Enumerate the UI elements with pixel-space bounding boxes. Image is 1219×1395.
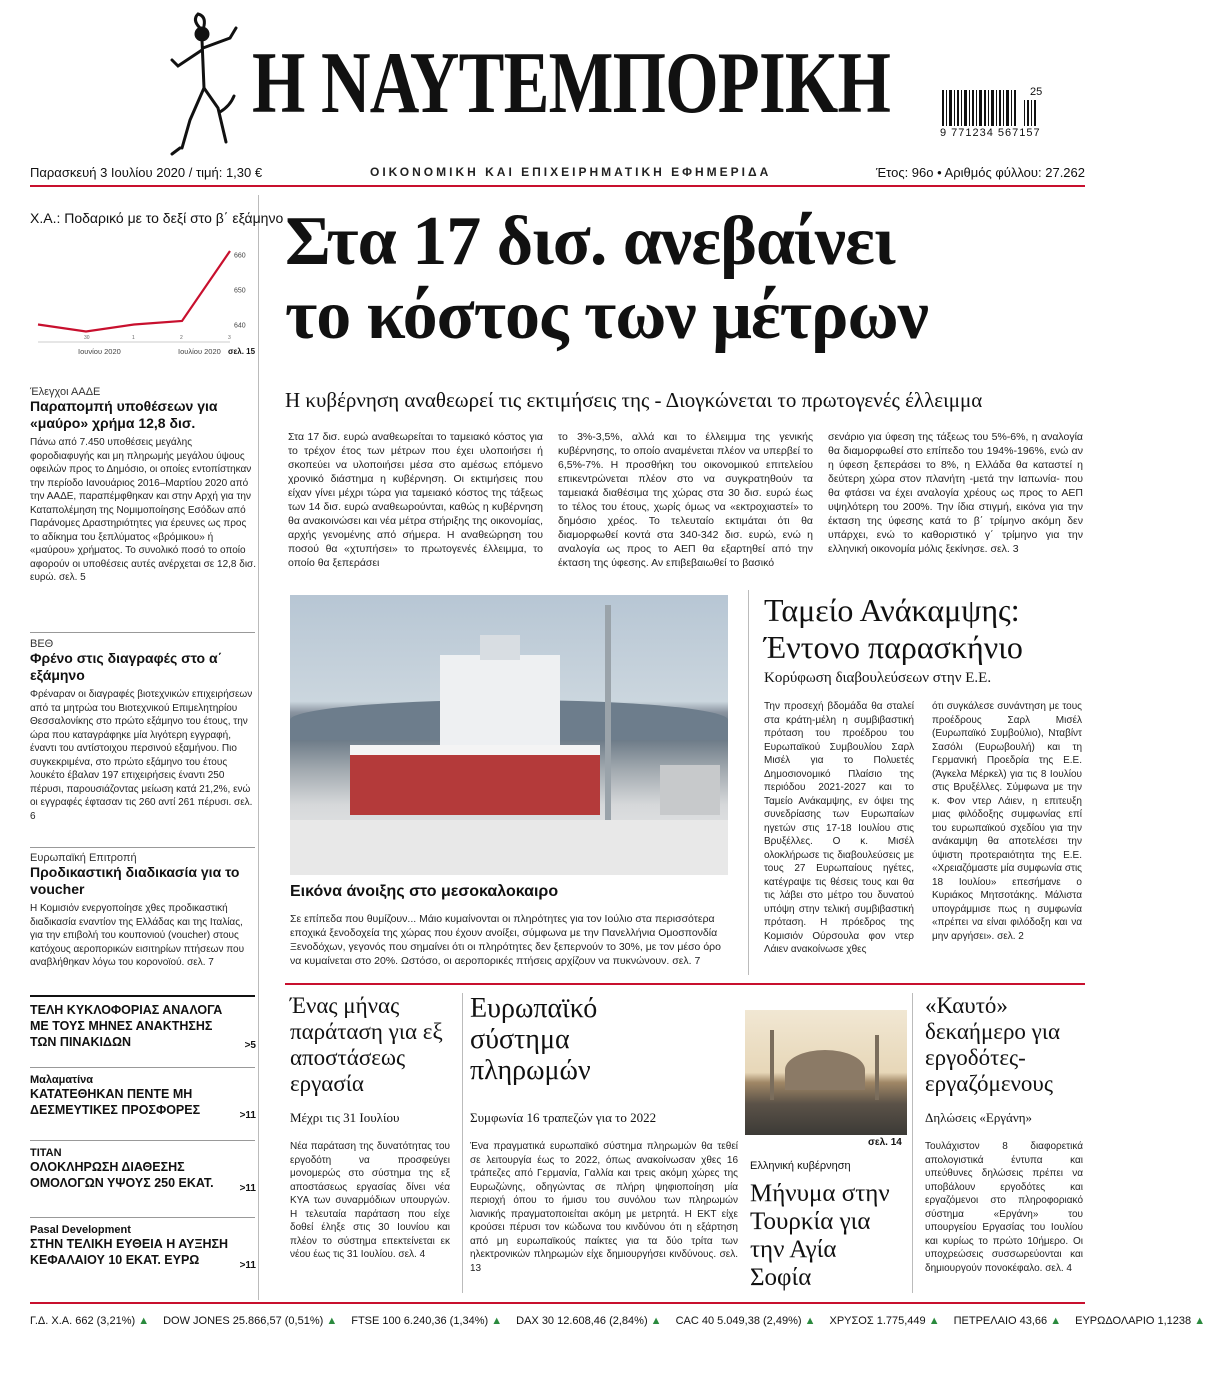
up-arrow-icon: ▲ (326, 1315, 338, 1327)
section-label: Ευρωπαϊκή Επιτροπή (30, 852, 137, 864)
ticker-item: FTSE 100 6.240,36 (1,34%) ▲ (351, 1315, 503, 1327)
ergani-subheadline: Δηλώσεις «Εργάνη» (925, 1110, 1033, 1125)
chart-title: Χ.Α.: Ποδαρικό με το δεξί στο β΄ εξάμηνο (30, 210, 284, 226)
y-tick-label: 660 (234, 252, 246, 260)
up-arrow-icon: ▲ (928, 1315, 940, 1327)
up-arrow-icon: ▲ (1194, 1315, 1206, 1327)
up-arrow-icon: ▲ (1050, 1315, 1062, 1327)
lead-headline-line2: το κόστος των μέτρων (285, 277, 928, 354)
divider (30, 995, 255, 997)
remote-work-headline[interactable]: Ένας μήνας παράταση για εξ αποστάσεως εργασία (290, 993, 443, 1096)
hagia-sophia-photo (745, 1010, 907, 1135)
fund-headline-line2: Έντονο παρασκήνιο (764, 629, 1023, 665)
divider (30, 1217, 255, 1218)
ticker-item: CAC 40 5.049,38 (2,49%) ▲ (675, 1315, 816, 1327)
divider (30, 632, 255, 633)
brief-text: ΤΕΛΗ ΚΥΚΛΟΦΟΡΙΑΣ ΑΝΑΛΟΓΑ ΜΕ ΤΟΥΣ ΜΗΝΕΣ ΑΝΑΚΤΗΣΗΣ ΤΩΝ ΠΙΝΑΚΙΔΩΝ (30, 1003, 223, 1049)
up-arrow-icon: ▲ (804, 1315, 816, 1327)
date-price: Παρασκευή 3 Ιουλίου 2020 / τιμή: 1,30 € (30, 165, 263, 180)
brief-label: ΤΙΤΑΝ (30, 1147, 62, 1159)
brief-text: ΣΤΗΝ ΤΕΛΙΚΗ ΕΥΘΕΙΑ Η ΑΥΞΗΣΗ ΚΕΦΑΛΑΙΟΥ 10 ΕΚΑΤ. ΕΥΡΩ (30, 1237, 229, 1267)
fund-column-1: Την προσεχή βδομάδα θα σταλεί στα κράτη-μέλη η συμβιβαστική πρόταση του προέδρου του Ευρωπαϊκού Συμβουλίου Σαρλ Μισέλ για το Πολυετές Δημοσιονομικό Πλαίσιο της περιόδου 2021-2027 και το Ταμείο Ανάκαμψης, εν όψει της συνεδρίασης των Ευρωπαίων ηγετών στις 17-18 Ιουλίου στις Βρυξέλλες. Ο κ. Μισέλ ολοκλήρωσε τις διαβουλεύσεις με τους 27 Ευρωπαίους ηγέτες, κατέγραψε τις θέσεις τους και θα τις λάβει στο μέτρο του δυνατού υπόψη στην τελική συμβιβαστική πρόταση. Η πρόεδρος της Κομισιόν Ούρσουλα φον ντερ Λάιεν ανακοίνωσε χθες (764, 701, 914, 955)
brief-ref: >5 (244, 1040, 256, 1051)
story-body: Πάνω από 7.450 υποθέσεις μεγάλης φοροδιαφυγής και μη πληρωμής μεγάλου ύψους οφειλών προς το Δημόσιο, οι οποίες εντοπίστηκαν την περίοδο Ιανουάριος 2016–Μαρτίου 2020 από την ΑΑΔΕ, παραπέμφθηκαν και στην Αρχή για την Καταπολέμηση της Νομιμοποίησης Εσόδων από Παράνομες Δραστηριότητες για έρευνες ως προς το αδίκημα του ξεπλύματος «βρόμικου» ή «μαύρου» χρήματος. Το συνολικό ποσό το οποίο αφορούν οι υποθέσεις αυτές ανέρχεται σε 12,8 δισ. ευρώ. σελ. 5 (30, 437, 257, 583)
tagline: ΟΙΚΟΝΟΜΙΚΗ ΚΑΙ ΕΠΙΧΕΙΡΗΜΑΤΙΚΗ ΕΦΗΜΕΡΙΔΑ (370, 165, 772, 179)
lead-headline[interactable] (285, 205, 1085, 353)
remote-work-body: Νέα παράταση της δυνατότητας του εργοδότη να προσφεύγει μονομερώς στο σύστημα της εξ αποστάσεως εργασίας δίνει νέα ΚΥΑ των συναρμόδιων υπουργών. Η τελευταία παράταση που είχε δοθεί έληξε στις 30 Ιουνίου και πλέον το σύστημα επεκτείνεται εκ νέου έως τις 31 Ιουλίου. σελ. 4 (290, 1141, 450, 1260)
series-line (38, 251, 230, 332)
ticker-rule (30, 1302, 1085, 1304)
x-tick-label: Ιουνίου 2020 (78, 347, 121, 356)
story-headline[interactable]: Παραπομπή υποθέσεων για «μαύρο» χρήμα 12,8 δισ. (30, 398, 218, 431)
column-divider (748, 590, 749, 975)
brief-ref: >11 (239, 1260, 256, 1271)
brief-text: ΟΛΟΚΛΗΡΩΣΗ ΔΙΑΘΕΣΗΣ ΟΜΟΛΟΓΩΝ ΥΨΟΥΣ 250 ΕΚΑΤ. (30, 1160, 214, 1190)
divider (30, 847, 255, 848)
story-body: Η Κομισιόν ενεργοποίησε χθες προδικαστική διαδικασία εναντίον της Ελλάδας και της Ιταλίας, για την επιβολή του κουπονιού (voucher) στους κατόχους αεροπορικών εισιτηρίων πτήσεων που αναβλήθηκαν λόγω του κορονοϊού. σελ. 7 (30, 903, 245, 968)
ticker-item: DOW JONES 25.866,57 (0,51%) ▲ (163, 1315, 338, 1327)
ticker-item: ΠΕΤΡΕΛΑΙΟ 43,66 ▲ (953, 1315, 1062, 1327)
fund-headline[interactable] (764, 592, 1023, 666)
story-headline[interactable]: Φρένο στις διαγραφές στο α΄ εξάμηνο (30, 650, 223, 683)
hagia-ref: σελ. 14 (868, 1137, 902, 1148)
brief-text: ΚΑΤΑΤΕΘΗΚΑΝ ΠΕΝΤΕ ΜΗ ΔΕΣΜΕΥΤΙΚΕΣ ΠΡΟΣΦΟΡΕΣ (30, 1087, 201, 1117)
fund-subheadline: Κορύφωση διαβουλεύσεων στην Ε.Ε. (764, 670, 992, 686)
ergani-headline[interactable]: «Καυτό» δεκαήμερο για εργοδότες-εργαζόμενους (925, 993, 1061, 1096)
payments-headline[interactable]: Ευρωπαϊκό σύστημα πληρωμών (470, 993, 598, 1086)
section-label: ΒΕΘ (30, 638, 54, 650)
hagia-label: Ελληνική κυβέρνηση (750, 1160, 851, 1172)
remote-work-subheadline: Μέχρι τις 31 Ιουλίου (290, 1110, 400, 1125)
ergani-body: Τουλάχιστον 8 διαφορετικά απολογιστικά έντυπα και υπεύθυνες δηλώσεις πρέπει να υποβάλουν εργοδότες και εργαζόμενοι στο πληροφοριακό σύστημα «Εργάνη» του υπουργείου Εργασίας του Ιουλίου και κυρίως το πρώτο 10ήμερο. Οι υποχρεώσεις συσσωρεύονται και δημιουργούν πονοκέφαλο. σελ. 4 (925, 1141, 1083, 1274)
column-divider (912, 993, 913, 1293)
barcode-digits: 9 771234 567157 (940, 127, 1041, 139)
story-headline[interactable]: Προδικαστική διαδικασία για το voucher (30, 864, 240, 897)
newspaper-title: Η ΝΑΥΤΕΜΠΟΡΙΚΗ (252, 35, 891, 132)
barcode (940, 90, 1040, 130)
section-label: Έλεγχοι ΑΑΔΕ (30, 386, 101, 398)
story-body: Φρέναραν οι διαγραφές βιοτεχνικών επιχειρήσεων από τα μητρώα του Βιοτεχνικού Επιμελητηρίου Θεσσαλονίκης στο πρώτο εξάμηνο του έτους, την ώρα που καταγράφηκε μία λιγότερη εγγραφή, έναντι του αντίστοιχου περσινού εξαμήνου. Πιο συγκεκριμένα, στο πρώτο εξάμηνο του έτους λουκέτο έβαλαν 197 επιχειρήσεις έναντι 250 πέρυσι, παρουσιάζοντας μείωση κατά 21,2%, ενώ οι εγγραφές έφτασαν τις 260 αντί 261 πέρυσι. σελ. 6 (30, 689, 253, 822)
ferry-photo (290, 595, 728, 875)
hagia-headline[interactable]: Μήνυμα στην Τουρκία για την Αγία Σοφία (750, 1180, 890, 1291)
hermes-logo (160, 8, 240, 158)
up-arrow-icon: ▲ (650, 1315, 662, 1327)
brief-item[interactable] (30, 1002, 258, 1050)
divider (30, 1067, 255, 1068)
ticker-item: Γ.Δ. Χ.Α. 662 (3,21%) ▲ (30, 1315, 150, 1327)
brief-label: Μαλαματίνα (30, 1074, 94, 1086)
ticker-item: ΕΥΡΩΔΟΛΑΡΙΟ 1,1238 ▲ (1075, 1315, 1206, 1327)
x-tick-num: 3 (228, 335, 231, 341)
x-tick-num: 1 (132, 335, 135, 341)
brief-item[interactable] (30, 1074, 258, 1121)
lead-column-1: Στα 17 δισ. ευρώ αναθεωρείται το ταμειακό κόστος για το τρέχον έτος των μέτρων που έχει υλοποιήσει ή σκοπεύει να υλοποιήσει μέσα στο αμέσως επόμενο χρονικό διάστημα η κυβέρνηση. Οι εκτιμήσεις που είχαν γίνει μέχρι τώρα για ταμειακό κόστος της τάξεως των 14 δισ. ευρώ αναθεωρούνται, καθώς η κυβέρνηση θα ανακοινώσει και νέα μέτρα στήριξης της οικονομίας, αρχής γενομένης από σήμερα. Η αναθεώρηση του ποσού θα «χτυπήσει» το πρωτογενές έλλειμμα, το οποίο θα ξεπεράσει (288, 431, 543, 569)
payments-subheadline: Συμφωνία 16 τραπεζών για το 2022 (470, 1110, 657, 1125)
x-tick-label: Ιουλίου 2020 (178, 347, 221, 356)
lead-column-3: σενάριο για ύφεση της τάξεως του 5%-6%, η αναλογία θα διαμορφωθεί στο επίπεδο του 194%-196%, ενώ αν η ύφεση ξεπεράσει το 8%, η Ελλάδα θα καταστεί η δεύτερη χώρα στον πλανήτη -μετά την Ιαπωνία- που θα φτάσει να έχει αναλογία χρέους ως προς το ΑΕΠ υψηλότερη του 200%. Την ίδια στιγμή, εικόνα για την έκταση της ύφεσης κατά το β΄ τρίμηνο ακόμη δεν υπάρχει, ενώ το καθοριστικό γ΄ τρίμηνο για την ελληνική οικονομία μόλις ξεκίνησε. σελ. 3 (828, 431, 1083, 555)
photo-headline[interactable]: Εικόνα άνοιξης στο μεσοκαλοκαιρο (290, 883, 559, 900)
lead-column-2: το 3%-3,5%, αλλά και το έλλειμμα της γενικής κυβέρνησης, το οποίο αναμένεται πλέον να υπερβεί το 6,5%-7%. Η προσθήκη του οικονομικού επιτελείου επικεντρώνεται πλέον στο να συγκρατηθούν τα ταμειακά διαθέσιμα της χώρας στα 30 δισ. ευρώ έως το τέλος του έτους, χωρίς όμως να «εκτροχιαστεί» το δημόσιο χρέος. Το τελευταίο εκτιμάται ότι θα διαμορφωθεί κοντά στα 340-342 δισ. ευρώ, ενώ η αναλογία ως προς το ΑΕΠ θα εξαρτηθεί από την έκταση της ύφεσης. Αν επιβεβαιωθεί το βασικό (558, 431, 813, 569)
market-chart (30, 232, 255, 362)
x-tick-num: 2 (180, 335, 183, 341)
left-story-commission (30, 852, 258, 970)
payments-body: Ένα πραγματικά ευρωπαϊκό σύστημα πληρωμών θα τεθεί σε λειτουργία έως το 2022, όπως ανακοίνωσαν χθες 16 τράπεζες από Γερμανία, Γαλλία και τρεις ακόμη χώρες της Ευρωζώνης, οδηγώντας σε πλήρη ψηφιοποίηση μία περιοχή όπου το ήμισυ του συνόλου των πληρωμών λιανικής πραγματοποιείται ακόμη με μετρητά. Η ΕΚΤ είχε κρούσει πέρυσι τον κώδωνα του κινδύνου ότι η εξάρτηση από μη ευρωπαϊκούς παίκτες για τα δύο τρίτα των ηλεκτρονικών πληρωμών είχε δημιουργήσει κινδύνους. σελ. 13 (470, 1141, 738, 1274)
chart-ref: σελ. 15 (228, 347, 256, 356)
divider (30, 1140, 255, 1141)
x-tick-num: 30 (84, 335, 90, 341)
lead-subheadline: Η κυβέρνηση αναθεωρεί τις εκτιμήσεις της - Διογκώνεται το πρωτογενές έλλειμμα (285, 388, 983, 412)
brief-ref: >11 (239, 1110, 256, 1121)
fund-column-2: ότι συγκάλεσε συνάντηση με τους προέδρους Σαρλ Μισέλ (Ευρωπαϊκό Συμβούλιο), Νταβίντ Σασόλι (Ευρωβουλή) και τη Γερμανική Προεδρία της Ε.Ε. (Άγκελα Μέρκελ) για τις 8 Ιουλίου στις Βρυξέλλες. Σύμφωνα με την κ. Φον ντερ Λάιεν, η επιτευξη μιας φιλόδοξης συμφωνίας επί του ευρωπαϊκού σχεδίου για την ανάκαμψη θα αποτελέσει την ύψιστη προτεραιότητα της Ε.Ε. «Χρειαζόμαστε μία συμφωνία στις 18 Ιουλίου» επεσήμανε ο Κυριάκος Μητσοτάκης. Μάλιστα υπογράμμισε πως η συμφωνία «πρέπει να είναι φιλόδοξη και να μην αργήσει». σελ. 2 (932, 701, 1082, 942)
brief-item[interactable] (30, 1147, 258, 1194)
section-rule (285, 983, 1085, 985)
date-bar (30, 163, 1085, 187)
up-arrow-icon: ▲ (491, 1315, 503, 1327)
y-tick-label: 650 (234, 287, 246, 295)
fund-headline-line1: Ταμείο Ανάκαμψης: (764, 592, 1020, 628)
photo-caption: Σε επίπεδα που θυμίζουν... Μάιο κυμαίνονται οι πληρότητες για τον Ιούλιο στα περισσότερα εποχικά ξενοδοχεία της χώρας που έχουν ανοίξει, σύμφωνα με την Πανελλήνια Ομοσπονδία Ξενοδόχων, γεγονός που σημαίνει ότι οι πληρότητες δεν ξεπερνούν το 30%, με τον μέσο όρο να κυμαίνεται στο 20%. Ωστόσο, οι αεροπορικές πτήσεις αρχίζουν να πυκνώνουν. σελ. 7 (290, 913, 721, 967)
up-arrow-icon: ▲ (138, 1315, 150, 1327)
left-story-veth (30, 638, 258, 823)
barcode-extra: 25 (1030, 86, 1043, 98)
y-tick-label: 640 (234, 322, 246, 330)
left-story-aade (30, 386, 258, 585)
brief-label: Pasal Development (30, 1224, 131, 1236)
ticker-item: ΧΡΥΣΟΣ 1.775,449 ▲ (829, 1315, 940, 1327)
ticker-item: DAX 30 12.608,46 (2,84%) ▲ (516, 1315, 662, 1327)
market-ticker (30, 1315, 1206, 1327)
brief-item[interactable] (30, 1224, 258, 1271)
issue-number: Έτος: 96ο • Αριθμός φύλλου: 27.262 (875, 165, 1085, 180)
lead-headline-line1: Στα 17 δισ. ανεβαίνει (285, 203, 895, 280)
brief-ref: >11 (239, 1183, 256, 1194)
column-divider (258, 195, 259, 1300)
column-divider (462, 993, 463, 1293)
